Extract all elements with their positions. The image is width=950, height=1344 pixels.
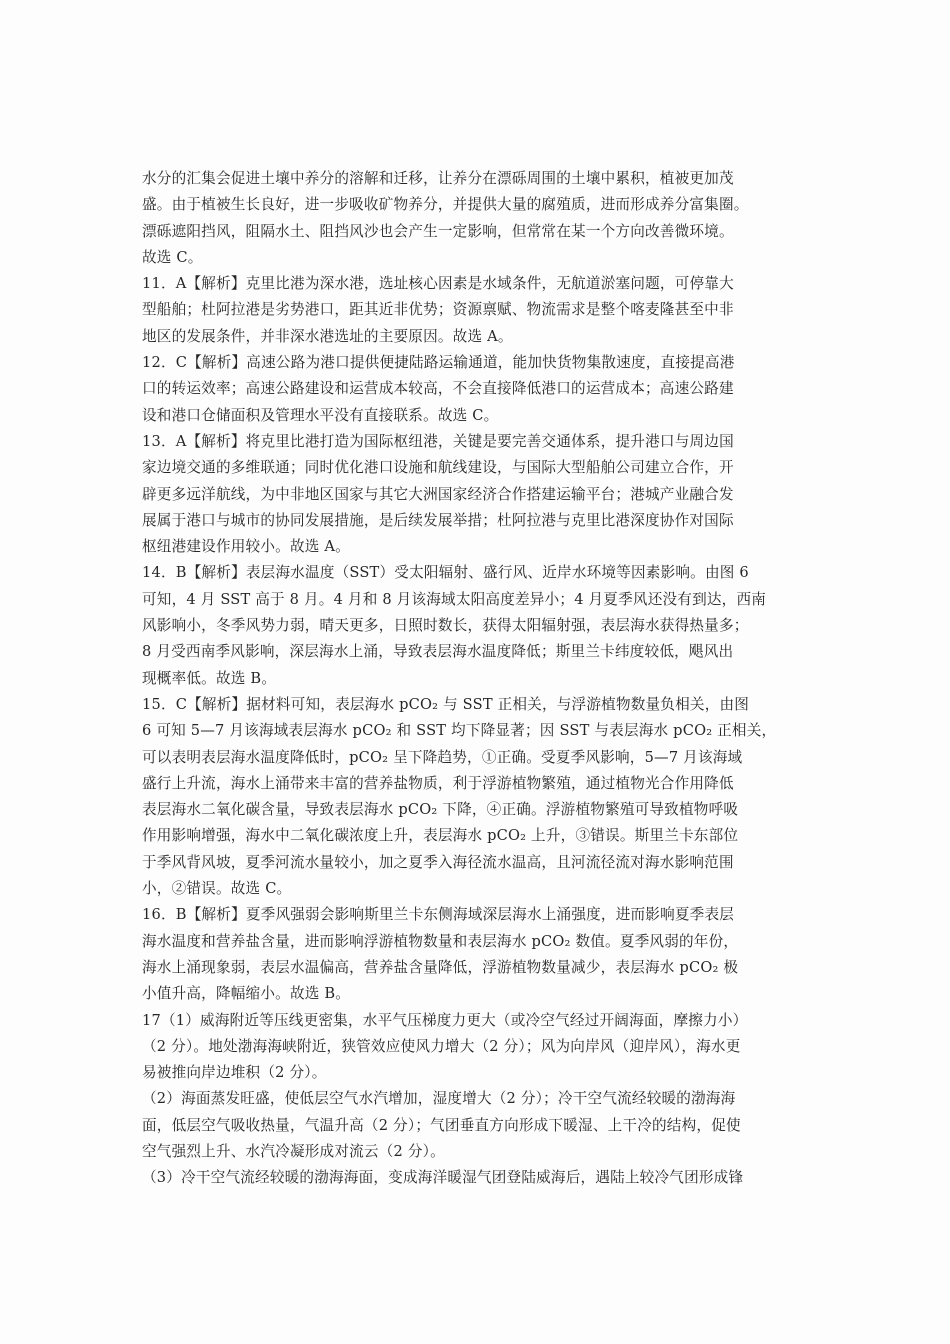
paragraph-q17-2 — [142, 1086, 810, 1165]
text-line: 于季风背风坡，夏季河流水量较小，加之夏季入海径流水温高，且河流径流对海水影响范围 — [142, 853, 734, 871]
text-line: 漂砾遮阳挡风，阻隔水土、阻挡风沙也会产生一定影响，但常常在某一个方向改善微环境。 — [142, 222, 734, 240]
paragraph-q13 — [142, 429, 810, 560]
text-line: 故选 C。 — [142, 248, 203, 266]
text-line: （2 分）。地处渤海海峡附近，狭管效应使风力增大（2 分）；风为向岸风（迎岸风），海水更 — [142, 1037, 741, 1055]
text-line: 14．B【解析】表层海水温度（SST）受太阳辐射、盛行风、近岸水环境等因素影响。由图 6 — [142, 564, 749, 582]
text-line: 12．C【解析】高速公路为港口提供便捷陆路运输通道，能加快货物集散速度，直接提高港 — [142, 354, 735, 372]
text-line: 空气强烈上升、水汽冷凝形成对流云（2 分）。 — [142, 1142, 445, 1160]
paragraph-q17-1 — [142, 1008, 810, 1087]
text-line: 展属于港口与城市的协同发展措施，是后续发展举措；杜阿拉港与克里比港深度协作对国际 — [142, 511, 734, 529]
text-line: 风影响小，冬季风势力弱，晴天更多，日照时数长，获得太阳辐射强，表层海水获得热量多； — [142, 617, 749, 635]
text-line: 易被推向岸边堆积（2 分）。 — [142, 1064, 327, 1082]
paragraph-q11 — [142, 271, 810, 350]
text-line: 11．A【解析】克里比港为深水港，选址核心因素是水域条件，无航道淤塞问题，可停靠大 — [142, 275, 734, 293]
text-line: 枢纽港建设作用较小。故选 A。 — [142, 538, 350, 556]
text-line: 表层海水二氧化碳含量，导致表层海水 pCO₂ 下降，④正确。浮游植物繁殖可导致植物呼吸 — [142, 801, 739, 819]
paragraph-intro — [142, 166, 810, 271]
paragraph-q15 — [142, 692, 810, 902]
text-line: 水分的汇集会促进土壤中养分的溶解和迁移，让养分在漂砾周围的土壤中累积，植被更加茂 — [142, 170, 734, 187]
text-line: 辟更多远洋航线，为中非地区国家与其它大洲国家经济合作搭建运输平台；港城产业融合发 — [142, 485, 734, 503]
text-line: 海水上涌现象弱，表层水温偏高，营养盐含量降低，浮游植物数量减少，表层海水 pCO₂ 极 — [142, 958, 739, 976]
text-line: 海水温度和营养盐含量，进而影响浮游植物数量和表层海水 pCO₂ 数值。夏季风弱的年份， — [142, 932, 739, 950]
paragraph-q14 — [142, 560, 810, 691]
text-line: 作用影响增强，海水中二氧化碳浓度上升，表层海水 pCO₂ 上升，③错误。斯里兰卡东部位 — [142, 827, 739, 845]
text-line: 8 月受西南季风影响，深层海水上涌，导致表层海水温度降低；斯里兰卡纬度较低，飓风出 — [142, 643, 734, 661]
text-line: 13．A【解析】将克里比港打造为国际枢纽港，关键是要完善交通体系，提升港口与周边国 — [142, 432, 734, 450]
answer-explanation-text — [142, 166, 810, 1192]
text-line: 小，②错误。故选 C。 — [142, 880, 292, 898]
text-line: 地区的发展条件，并非深水港选址的主要原因。故选 A。 — [142, 327, 513, 345]
text-line: 家边境交通的多维联通；同时优化港口设施和航线建设，与国际大型船舶公司建立合作，开 — [142, 459, 734, 477]
text-line: 17（1）威海附近等压线更密集，水平气压梯度力更大（或冷空气经过开阔海面，摩擦力小） — [142, 1011, 748, 1029]
text-line: 16．B【解析】夏季风强弱会影响斯里兰卡东侧海域深层海水上涌强度，进而影响夏季表层 — [142, 906, 735, 924]
text-line: 口的转运效率；高速公路建设和运营成本较高，不会直接降低港口的运营成本；高速公路建 — [142, 380, 734, 398]
text-line: （2）海面蒸发旺盛，使低层空气水汽增加，湿度增大（2 分）；冷干空气流经较暖的渤海海 — [142, 1090, 736, 1108]
text-line: 可以表明表层海水温度降低时，pCO₂ 呈下降趋势，①正确。受夏季风影响，5—7 月该海域 — [142, 748, 743, 766]
text-line: （3）冷干空气流经较暖的渤海海面，变成海洋暖湿气团登陆威海后，遇陆上较冷气团形成锋 — [142, 1169, 744, 1187]
text-line: 现概率低。故选 B。 — [142, 669, 277, 687]
text-line: 小值升高，降幅缩小。故选 B。 — [142, 985, 351, 1003]
text-line: 6 可知 5—7 月该海域表层海水 pCO₂ 和 SST 均下降显著；因 SST 与表层海水 pCO₂ 正相关， — [142, 722, 777, 740]
paragraph-q17-3 — [142, 1165, 810, 1191]
text-line: 盛行上升流，海水上涌带来丰富的营养盐物质，利于浮游植物繁殖，通过植物光合作用降低 — [142, 774, 734, 792]
text-line: 盛。由于植被生长良好，进一步吸收矿物养分，并提供大量的腐殖质，进而形成养分富集圈。 — [142, 196, 749, 214]
text-line: 可知，4 月 SST 高于 8 月。4 月和 8 月该海域太阳高度差异小；4 月夏季风还没有到达，西南 — [142, 590, 767, 608]
text-line: 15．C【解析】据材料可知，表层海水 pCO₂ 与 SST 正相关，与浮游植物数量负相关，由图 — [142, 695, 750, 713]
paragraph-q12 — [142, 350, 810, 429]
text-line: 面，低层空气吸收热量，气温升高（2 分）；气团垂直方向形成下暖湿、上干冷的结构，促使 — [142, 1116, 741, 1134]
text-line: 型船舶；杜阿拉港是劣势港口，距其近非优势；资源禀赋、物流需求是整个喀麦隆甚至中非 — [142, 301, 734, 319]
text-line: 设和港口仓储面积及管理水平没有直接联系。故选 C。 — [142, 406, 499, 424]
paragraph-q16 — [142, 902, 810, 1007]
